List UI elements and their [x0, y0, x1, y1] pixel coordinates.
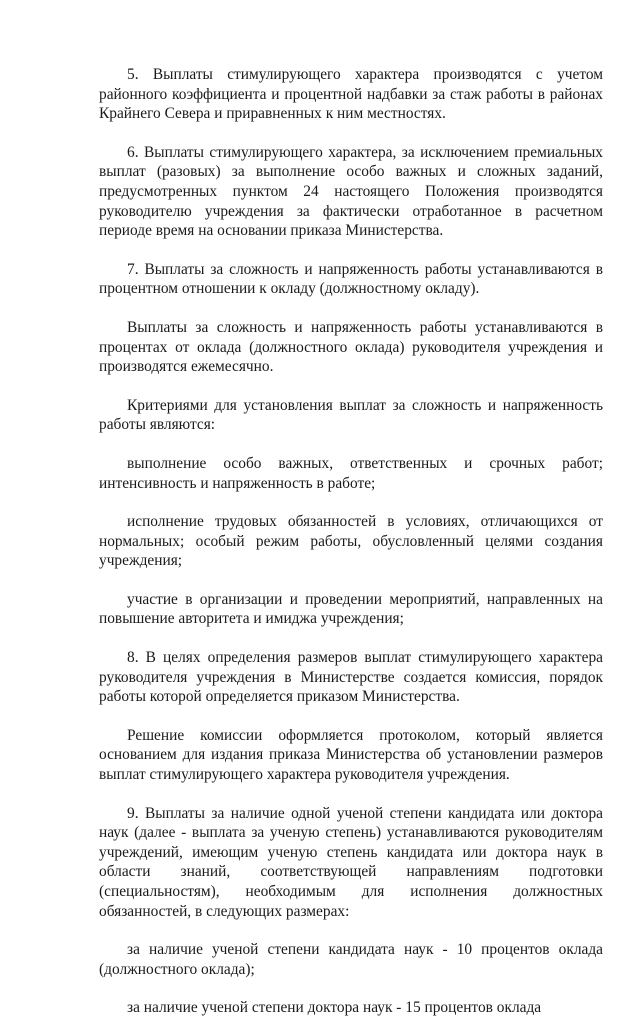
criteria-item-1: выполнение особо важных, ответственных и срочных работ; интенсивность и напряженность в работе;: [99, 454, 603, 492]
spacer: [99, 435, 603, 454]
paragraph-8: 8. В целях определения размеров выплат стимулирующего характера руководителя учреждения в Министерстве создается комиссия, порядок работы которой определяется приказом Министерства.: [99, 649, 603, 706]
spacer: [99, 979, 603, 998]
spacer: [99, 571, 603, 590]
paragraph-7-percent: Выплаты за сложность и напряженность работы устанавливаются в процентах от оклада (должностного оклада) руководителя учреждения и производятся ежемесячно.: [99, 318, 603, 376]
degree-item-candidate: за наличие ученой степени кандидата наук - 10 процентов оклада (должностного оклада);: [99, 941, 603, 978]
degree-item-doctor: за наличие ученой степени доктора наук - 15 процентов оклада: [127, 999, 542, 1017]
spacer: [99, 785, 603, 804]
paragraph-5: 5. Выплаты стимулирующего характера производятся с учетом районного коэффициента и процентной надбавки за стаж работы в районах Крайнего Севера и приравненных к ним местностях.: [99, 66, 603, 123]
spacer: [99, 377, 603, 396]
spacer: [99, 493, 603, 512]
paragraph-9: 9. Выплаты за наличие одной ученой степени кандидата или доктора наук (далее - выплата за ученую степень) устанавливаются руководителям учреждений, имеющим ученую степень кандидата или доктора наук в области знаний, соответствующей направлениям подготовки (специальностям), необходимым для исполнения должностных обязанностей, в следующих размерах:: [99, 804, 603, 920]
paragraph-criteria: Критериями для установления выплат за сложность и напряженность работы являются:: [99, 396, 603, 434]
spacer: [99, 124, 603, 143]
paragraph-6: 6. Выплаты стимулирующего характера, за исключением премиальных выплат (разовых) за выполнение особо важных и сложных заданий, предусмотренных пунктом 24 настоящего Положения производятся руководителю учреждения за фактически отработанное в расчетном периоде время на основании приказа Министерства.: [99, 143, 603, 240]
criteria-item-2: исполнение трудовых обязанностей в условиях, отличающихся от нормальных; особый режим работы, обусловленный целями создания учреждения;: [99, 513, 603, 570]
spacer: [99, 921, 603, 940]
spacer: [99, 707, 603, 726]
criteria-item-3: участие в организации и проведении мероприятий, направленных на повышение авторитета и имиджа учреждения;: [99, 590, 603, 628]
paragraph-7: 7. Выплаты за сложность и напряженность работы устанавливаются в процентном отношении к окладу (должностному окладу).: [99, 260, 603, 298]
spacer: [99, 629, 603, 648]
paragraph-8-decision: Решение комиссии оформляется протоколом, который является основанием для издания приказа Министерства об установлении размеров выплат стимулирующего характера руководителя учреждения.: [99, 726, 603, 784]
document-body: [99, 65, 603, 1018]
spacer: [99, 299, 603, 318]
spacer: [99, 241, 603, 260]
